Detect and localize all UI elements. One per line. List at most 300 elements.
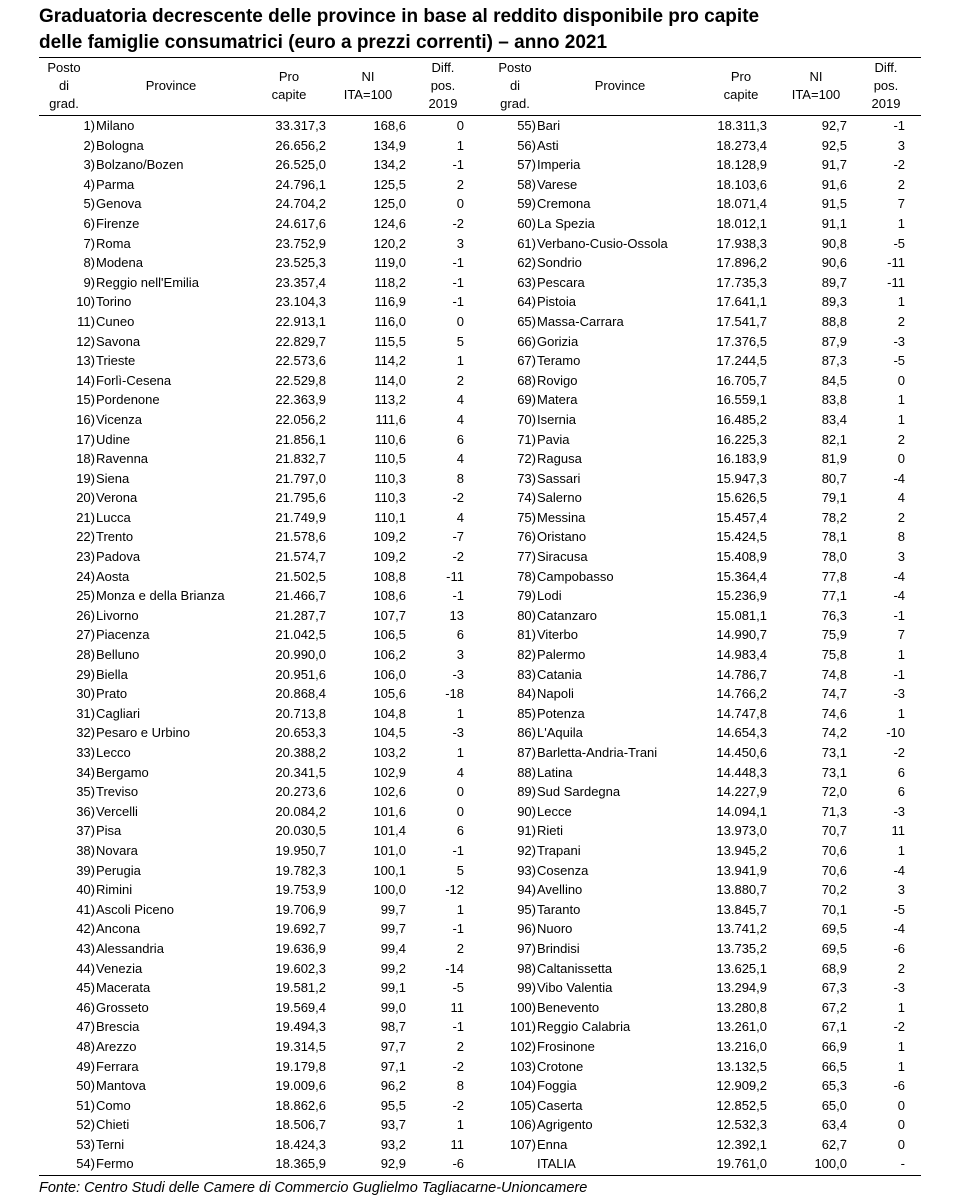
province-name: Ragusa — [537, 451, 582, 467]
ni-value: 73,1 — [821, 745, 847, 760]
pro-capite-value: 24.617,6 — [275, 215, 326, 231]
rank-cell: 43) — [76, 940, 95, 956]
pro-capite-value: 13.261,0 — [716, 1019, 767, 1035]
rank-cell: 94) — [517, 882, 536, 898]
rank-cell: 37) — [76, 823, 95, 839]
pro-capite-value: 20.990,0 — [275, 647, 326, 663]
rank-cell: 33) — [76, 745, 95, 760]
table-row — [480, 292, 921, 312]
province-name: Frosinone — [537, 1038, 595, 1054]
ni-value: 105,6 — [373, 686, 406, 702]
table-row — [480, 723, 921, 743]
ni-value: 101,6 — [373, 803, 406, 819]
ni-value: 113,2 — [374, 392, 406, 408]
ni-value: 116,0 — [374, 313, 406, 329]
table-row — [39, 1057, 480, 1077]
province-name: Forlì-Cesena — [96, 372, 172, 388]
ni-value: 73,1 — [821, 764, 847, 780]
rank-cell: 97) — [517, 940, 536, 956]
province-name: Grosseto — [96, 999, 149, 1015]
province-name: Novara — [96, 842, 138, 858]
ni-value: 83,4 — [821, 411, 847, 427]
diff-value: -5 — [893, 353, 905, 369]
ni-value: 168,6 — [373, 118, 406, 133]
rank-cell: 73) — [517, 470, 536, 486]
ni-value: 76,3 — [821, 607, 847, 623]
pro-capite-value: 12.532,3 — [716, 1117, 767, 1133]
table-row — [39, 625, 480, 645]
rank-cell: 26) — [76, 607, 95, 623]
diff-value: 1 — [456, 1117, 464, 1133]
table-row — [480, 469, 921, 489]
table-row — [39, 194, 480, 214]
ni-value: 74,7 — [821, 686, 847, 702]
table-row — [39, 606, 480, 626]
province-name: Fermo — [96, 1156, 134, 1172]
table-bottom-rule — [39, 1175, 921, 1176]
table-row — [480, 1057, 921, 1077]
ni-value: 92,7 — [821, 118, 847, 133]
province-name: Bari — [537, 118, 561, 133]
ni-value: 84,5 — [821, 372, 847, 388]
rank-cell: 56) — [517, 137, 536, 153]
table-row — [39, 998, 480, 1018]
province-name: Mantova — [96, 1078, 146, 1094]
rank-cell: 22) — [76, 529, 95, 545]
ni-value: 125,0 — [373, 196, 406, 212]
diff-value: 3 — [897, 882, 905, 898]
ni-value: 69,5 — [821, 921, 847, 937]
diff-value: -1 — [452, 255, 464, 271]
province-name: Ferrara — [96, 1058, 139, 1074]
ni-value: 90,6 — [821, 255, 847, 271]
rank-cell: 86) — [517, 725, 536, 741]
pro-capite-value: 19.706,9 — [275, 901, 326, 917]
diff-value: -2 — [452, 549, 464, 565]
pro-capite-value: 12.909,2 — [716, 1078, 767, 1094]
table-row — [39, 802, 480, 822]
rank-cell: 83) — [517, 666, 536, 682]
province-name: Sondrio — [537, 255, 582, 271]
diff-value: 5 — [456, 333, 464, 349]
diff-value: -1 — [452, 294, 464, 310]
pro-capite-value: 17.938,3 — [716, 235, 767, 251]
pro-capite-value: 21.749,9 — [275, 509, 326, 525]
province-name: ITALIA — [537, 1156, 576, 1172]
ni-value: 79,1 — [821, 490, 847, 506]
pro-capite-value: 14.786,7 — [716, 666, 767, 682]
rank-cell: 72) — [517, 451, 536, 467]
ni-value: 104,5 — [373, 725, 406, 741]
ni-value: 96,2 — [380, 1078, 406, 1094]
ni-value: 99,1 — [380, 980, 406, 996]
diff-value: 6 — [456, 627, 464, 643]
diff-value: 8 — [456, 470, 464, 486]
ni-value: 106,0 — [373, 666, 406, 682]
table-row — [39, 1096, 480, 1116]
pro-capite-value: 15.364,4 — [716, 568, 767, 584]
diff-value: -5 — [893, 235, 905, 251]
diff-value: 6 — [456, 431, 464, 447]
ni-value: 70,6 — [821, 862, 847, 878]
rank-cell: 51) — [76, 1097, 95, 1113]
diff-value: 4 — [456, 764, 464, 780]
pro-capite-value: 15.424,5 — [716, 529, 767, 545]
province-name: Potenza — [537, 705, 585, 721]
diff-value: 6 — [456, 823, 464, 839]
pro-capite-value: 19.753,9 — [275, 882, 326, 898]
ni-value: 99,0 — [380, 999, 406, 1015]
province-name: Sud Sardegna — [537, 784, 621, 800]
table-row — [480, 625, 921, 645]
pro-capite-value: 19.494,3 — [275, 1019, 326, 1035]
pro-capite-value: 14.094,1 — [716, 803, 767, 819]
province-name: Prato — [96, 686, 128, 702]
ni-value: 89,7 — [821, 274, 847, 290]
diff-value: -2 — [452, 1058, 464, 1074]
ni-value: 74,8 — [821, 666, 847, 682]
diff-value: 2 — [456, 372, 464, 388]
diff-value: 2 — [897, 960, 905, 976]
diff-value: 1 — [456, 137, 464, 153]
ni-value: 66,5 — [821, 1058, 847, 1074]
ni-value: 91,1 — [821, 215, 847, 231]
table-row — [39, 508, 480, 528]
diff-value: 2 — [897, 176, 905, 192]
province-name: Ravenna — [96, 451, 149, 467]
rank-cell: 19) — [76, 470, 95, 486]
table-row — [480, 821, 921, 841]
ni-value: 67,1 — [821, 1019, 847, 1035]
pro-capite-value: 21.797,0 — [275, 470, 326, 486]
table-row — [39, 488, 480, 508]
province-name: Catanzaro — [537, 607, 597, 623]
province-name: Bologna — [96, 137, 144, 153]
pro-capite-value: 22.913,1 — [275, 313, 326, 329]
table-row — [480, 175, 921, 195]
rank-cell: 48) — [76, 1038, 95, 1054]
ni-value: 99,2 — [380, 960, 406, 976]
table-row — [480, 1037, 921, 1057]
table-row — [39, 665, 480, 685]
rank-cell: 28) — [76, 647, 95, 663]
diff-value: -7 — [452, 529, 464, 545]
diff-value: 1 — [897, 215, 905, 231]
rank-cell: 106) — [509, 1117, 536, 1133]
rank-cell: 65) — [517, 313, 536, 329]
pro-capite-value: 21.856,1 — [275, 431, 326, 447]
diff-value: -2 — [893, 745, 905, 760]
diff-value: 4 — [897, 490, 905, 506]
header-diff: Diff. pos. 2019 — [871, 60, 901, 111]
table-row — [39, 1135, 480, 1155]
province-name: Lecce — [537, 803, 572, 819]
diff-value: -1 — [452, 1019, 464, 1035]
diff-value: 5 — [456, 862, 464, 878]
ni-value: 83,8 — [821, 392, 847, 408]
ni-value: 68,9 — [821, 960, 847, 976]
diff-value: -2 — [452, 1097, 464, 1113]
table-row — [39, 919, 480, 939]
table-row — [480, 155, 921, 175]
table-row — [39, 1076, 480, 1096]
ni-value: 110,3 — [374, 470, 406, 486]
pro-capite-value: 15.947,3 — [716, 470, 767, 486]
ni-value: 110,5 — [374, 451, 406, 467]
table-row — [480, 273, 921, 293]
ni-value: 104,8 — [373, 705, 406, 721]
ni-value: 63,4 — [821, 1117, 847, 1133]
pro-capite-value: 15.236,9 — [716, 588, 767, 604]
diff-value: - — [900, 1156, 905, 1172]
title-line-1: Graduatoria decrescente delle province in base al reddito disponibile pro capite — [39, 6, 760, 27]
diff-value: -11 — [446, 568, 464, 584]
diff-value: -4 — [893, 588, 905, 604]
table-row — [39, 292, 480, 312]
pro-capite-value: 13.973,0 — [716, 823, 767, 839]
pro-capite-value: 17.541,7 — [716, 313, 767, 329]
ni-value: 100,0 — [373, 882, 406, 898]
ni-value: 89,3 — [821, 294, 847, 310]
province-name: Savona — [96, 333, 141, 349]
province-name: Livorno — [96, 607, 139, 623]
province-name: Firenze — [96, 215, 140, 231]
province-name: Brindisi — [537, 940, 580, 956]
rank-cell: 17) — [76, 431, 95, 447]
ni-value: 124,6 — [373, 215, 406, 231]
ni-value: 67,3 — [821, 980, 847, 996]
ni-value: 74,6 — [821, 705, 847, 721]
rank-cell: 55) — [517, 118, 536, 133]
province-name: Siracusa — [537, 549, 588, 565]
diff-value: -5 — [452, 980, 464, 996]
province-name: Rimini — [96, 882, 133, 898]
ni-value: 108,8 — [373, 568, 406, 584]
rank-cell: 93) — [517, 862, 536, 878]
table-row — [480, 743, 921, 763]
table-row — [39, 939, 480, 959]
province-name: Roma — [96, 235, 131, 251]
diff-value: -1 — [452, 157, 464, 173]
province-name: Belluno — [96, 647, 140, 663]
ni-value: 70,6 — [821, 842, 847, 858]
diff-value: 4 — [456, 411, 464, 427]
rank-cell: 87) — [517, 745, 536, 760]
pro-capite-value: 13.625,1 — [716, 960, 767, 976]
rank-cell: 89) — [517, 784, 536, 800]
province-name: Campobasso — [537, 568, 614, 584]
ni-value: 88,8 — [821, 313, 847, 329]
rank-cell: 25) — [76, 588, 95, 604]
pro-capite-value: 23.357,4 — [275, 274, 326, 290]
pro-capite-value: 16.485,2 — [716, 411, 767, 427]
province-name: Genova — [96, 196, 142, 212]
rank-cell: 90) — [517, 803, 536, 819]
province-name: Bergamo — [96, 764, 149, 780]
rank-cell: 61) — [517, 235, 536, 251]
rank-cell: 58) — [517, 176, 536, 192]
rank-cell: 92) — [517, 842, 536, 858]
pro-capite-value: 19.761,0 — [716, 1156, 767, 1172]
province-name: Pesaro e Urbino — [96, 725, 190, 741]
province-name: Piacenza — [96, 627, 150, 643]
province-name: Trapani — [537, 842, 581, 858]
rank-cell: 9) — [83, 274, 95, 290]
rank-cell: 91) — [517, 823, 536, 839]
pro-capite-value: 19.692,7 — [275, 921, 326, 937]
ni-value: 107,7 — [373, 607, 406, 623]
diff-value: -3 — [893, 980, 905, 996]
pro-capite-value: 12.392,1 — [716, 1136, 767, 1152]
pro-capite-value: 16.183,9 — [716, 451, 767, 467]
table-row — [39, 390, 480, 410]
rank-cell: 64) — [517, 294, 536, 310]
rank-cell: 80) — [517, 607, 536, 623]
table-row — [480, 998, 921, 1018]
diff-value: 1 — [897, 705, 905, 721]
province-name: Napoli — [537, 686, 574, 702]
diff-value: -6 — [893, 1078, 905, 1094]
ni-value: 65,3 — [821, 1078, 847, 1094]
diff-value: 0 — [897, 1097, 905, 1113]
table-row — [39, 567, 480, 587]
rank-cell: 67) — [517, 353, 536, 369]
rank-cell: 70) — [517, 411, 536, 427]
ni-value: 102,9 — [373, 764, 406, 780]
rank-cell: 79) — [517, 588, 536, 604]
ni-value: 91,6 — [821, 176, 847, 192]
ni-value: 87,9 — [821, 333, 847, 349]
diff-value: -2 — [452, 215, 464, 231]
diff-value: 2 — [456, 176, 464, 192]
pro-capite-value: 14.766,2 — [716, 686, 767, 702]
pro-capite-value: 21.795,6 — [275, 490, 326, 506]
pro-capite-value: 19.314,5 — [275, 1038, 326, 1054]
table-row — [480, 782, 921, 802]
province-name: Modena — [96, 255, 143, 271]
diff-value: 0 — [897, 451, 905, 467]
diff-value: 0 — [456, 196, 464, 212]
diff-value: 1 — [897, 842, 905, 858]
diff-value: -3 — [893, 803, 905, 819]
table-row — [39, 371, 480, 391]
diff-value: 1 — [456, 353, 464, 369]
rank-cell: 10) — [76, 294, 95, 310]
diff-value: 0 — [456, 784, 464, 800]
province-name: Pescara — [537, 274, 585, 290]
pro-capite-value: 19.581,2 — [275, 980, 326, 996]
table-row — [39, 861, 480, 881]
province-name: Siena — [96, 470, 130, 486]
province-name: Foggia — [537, 1078, 577, 1094]
title-line-2: delle famiglie consumatrici (euro a prezzi correnti) – anno 2021 — [39, 32, 608, 53]
ni-value: 80,7 — [821, 470, 847, 486]
diff-value: 1 — [456, 745, 464, 760]
table-row — [480, 919, 921, 939]
diff-value: 1 — [456, 705, 464, 721]
province-name: Massa-Carrara — [537, 313, 624, 329]
ni-value: 120,2 — [373, 235, 406, 251]
table-row — [39, 351, 480, 371]
province-name: Verbano-Cusio-Ossola — [537, 235, 668, 251]
rank-cell: 88) — [517, 764, 536, 780]
province-name: Parma — [96, 176, 135, 192]
province-name: Enna — [537, 1136, 568, 1152]
pro-capite-value: 18.071,4 — [716, 196, 767, 212]
pro-capite-value: 15.408,9 — [716, 549, 767, 565]
province-name: Salerno — [537, 490, 582, 506]
province-name: L'Aquila — [537, 725, 583, 741]
rank-cell: 39) — [76, 862, 95, 878]
ni-value: 66,9 — [821, 1038, 847, 1054]
province-name: Pistoia — [537, 294, 577, 310]
pro-capite-value: 19.009,6 — [275, 1078, 326, 1094]
rank-cell: 8) — [83, 255, 95, 271]
rank-cell: 42) — [76, 921, 95, 937]
table-row — [39, 527, 480, 547]
rank-cell: 12) — [76, 333, 95, 349]
table-row — [480, 1135, 921, 1155]
table-row — [480, 841, 921, 861]
rank-cell: 49) — [76, 1058, 95, 1074]
diff-value: 1 — [897, 1058, 905, 1074]
ni-value: 97,7 — [380, 1038, 406, 1054]
province-name: Crotone — [537, 1058, 584, 1074]
ni-value: 134,2 — [373, 157, 406, 173]
table-row — [480, 665, 921, 685]
ni-value: 119,0 — [374, 255, 406, 271]
table-row — [480, 586, 921, 606]
rank-cell: 54) — [76, 1156, 95, 1172]
table-row — [480, 1096, 921, 1116]
province-name: La Spezia — [537, 215, 595, 231]
diff-value: 3 — [456, 235, 464, 251]
table-row — [39, 821, 480, 841]
pro-capite-value: 18.365,9 — [275, 1156, 326, 1172]
province-name: Reggio nell'Emilia — [96, 274, 199, 290]
pro-capite-value: 19.179,8 — [275, 1058, 326, 1074]
pro-capite-value: 22.829,7 — [275, 333, 326, 349]
ni-value: 98,7 — [380, 1019, 406, 1035]
rank-cell: 68) — [517, 372, 536, 388]
diff-value: -1 — [452, 921, 464, 937]
table-row — [39, 743, 480, 763]
province-name: Palermo — [537, 647, 586, 663]
province-name: Ancona — [96, 921, 141, 937]
table-row — [480, 234, 921, 254]
table-row — [480, 371, 921, 391]
province-name: Ascoli Piceno — [96, 901, 175, 917]
rank-cell: 1) — [83, 118, 95, 133]
pro-capite-value: 24.704,2 — [275, 196, 326, 212]
province-name: Sassari — [537, 470, 581, 486]
rank-cell: 44) — [76, 960, 95, 976]
pro-capite-value: 26.656,2 — [275, 137, 326, 153]
rank-cell: 71) — [517, 431, 536, 447]
ni-value: 109,2 — [373, 529, 406, 545]
pro-capite-value: 18.506,7 — [275, 1117, 326, 1133]
diff-value: -1 — [452, 588, 464, 604]
rank-cell: 104) — [509, 1078, 536, 1094]
province-name: Nuoro — [537, 921, 573, 937]
table-row — [480, 645, 921, 665]
province-name: Caserta — [537, 1097, 583, 1113]
rank-cell: 99) — [517, 980, 536, 996]
table-row — [39, 155, 480, 175]
ni-value: 87,3 — [821, 353, 847, 369]
province-name: Gorizia — [537, 333, 579, 349]
ni-value: 100,1 — [373, 862, 406, 878]
